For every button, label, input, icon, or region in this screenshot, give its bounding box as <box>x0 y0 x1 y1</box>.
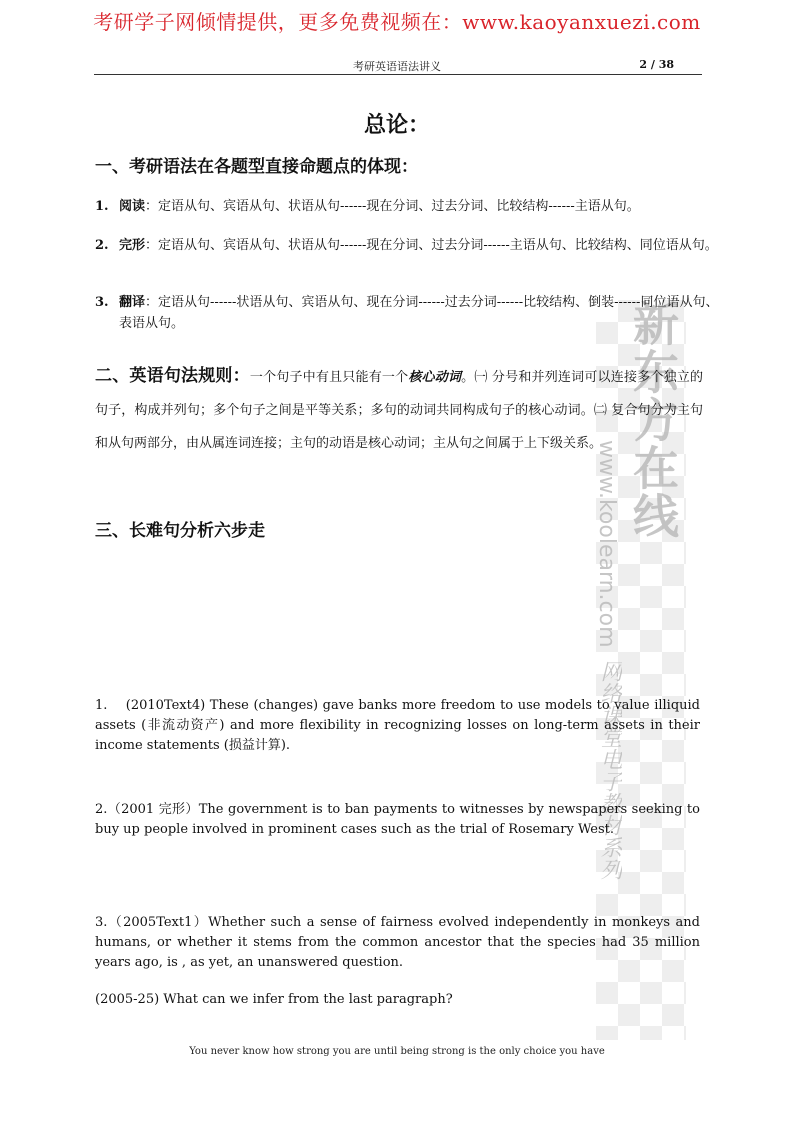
list-item <box>95 196 700 217</box>
item-text: 定语从句、宾语从句、状语从句------现在分词、过去分词------主语从句、比较结构、同位语从句。 <box>158 238 718 253</box>
syntax-rules <box>95 360 703 460</box>
item-number: 3. <box>95 295 109 310</box>
section1-heading: 一、考研语法在各题型直接命题点的体现： <box>95 157 418 177</box>
example-sentence: 2.（2001 完形）The government is to ban payments to witnesses by newspapers seeking to buy up people involved in prominent cases such as the trial of Rosemary West. <box>95 802 700 837</box>
rules-emphasis: 核心动词 <box>408 370 462 385</box>
item-label: 完形 <box>119 238 146 253</box>
item-text: 定语从句、宾语从句、状语从句------现在分词、过去分词、比较结构------主语从句。 <box>158 199 640 214</box>
watermark-tag: 网络课堂电子教材系列 <box>597 660 622 880</box>
page-number: 2 / 38 <box>639 58 674 71</box>
item-sep: ： <box>145 238 159 253</box>
rules-text-b: 。㈠ 分号和并列连词可以连接多个独立的句子，构成并列句；多个句子之间是平等关系；多句的动词共同构成句子的核心动词。㈡ 复合句分为主句和从句两部分，由从属连词连接；主句的动语是核心动词；主从句之间属于上下级关系。 <box>95 370 703 451</box>
example-sentence: 1. (2010Text4) These (changes) gave banks more freedom to use models to value illiquid assets (非流动资产) and more flexibility in recognizing losses on long-term assets in their income statements (损益计算). <box>95 698 700 753</box>
item-sep: ： <box>145 199 159 214</box>
site-banner: 考研学子网倾情提供，更多免费视频在：www.kaoyanxuezi.com <box>93 10 701 34</box>
item-number: 1. <box>95 199 109 214</box>
example-question: (2005-25) What can we infer from the last paragraph? <box>95 992 453 1007</box>
item-sep: ： <box>145 295 159 310</box>
list-item <box>95 292 724 334</box>
rules-text-a: 一个句子中有且只能有一个 <box>249 370 409 385</box>
item-label: 阅读 <box>119 199 146 214</box>
example-sentence: 3.（2005Text1）Whether such a sense of fairness evolved independently in monkeys and humans, or whether it stems from the common ancestor that the species had 35 million years ago, is , as yet, an unanswered question. <box>95 915 700 970</box>
header-title: 考研英语语法讲义 <box>353 60 441 73</box>
section2-heading: 二、英语句法规则： <box>95 366 250 386</box>
page-footer: You never know how strong you are until being strong is the only choice you have <box>189 1046 605 1057</box>
watermark-brand: 新东方在线 <box>626 300 680 540</box>
watermark-url: www.koolearn.com <box>594 440 619 648</box>
item-number: 2. <box>95 238 109 253</box>
item-label: 翻译 <box>119 295 146 310</box>
item-text: 定语从句------状语从句、宾语从句、现在分词------过去分词------比较结构、倒装------同位语从句、表语从句。 <box>119 295 719 331</box>
page-title: 总论： <box>363 112 430 138</box>
list-item <box>95 235 724 256</box>
header-divider <box>94 74 702 75</box>
section3-heading: 三、长难句分析六步走 <box>95 521 265 541</box>
